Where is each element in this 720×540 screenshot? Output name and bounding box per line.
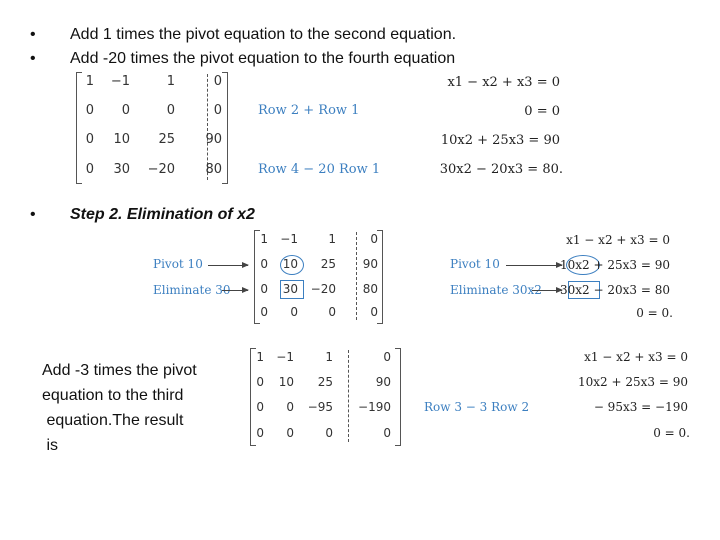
- m3-r2c4: 90: [375, 375, 391, 389]
- matrix-1-eq-1: x1 − x2 + x3 = 0: [447, 75, 560, 90]
- m1-r2c1: 0: [85, 103, 94, 118]
- pivot-10-label: Pivot 10: [153, 257, 203, 271]
- matrix-1-op-row4: Row 4 − 20 Row 1: [258, 162, 381, 177]
- m2-r4c4: 0: [370, 305, 378, 319]
- m1-r2c3: 0: [166, 103, 175, 118]
- m1-r4c2: 30: [113, 162, 130, 177]
- matrix-2-eq-4: 0 = 0.: [636, 306, 673, 320]
- matrix-2-eq-3: 30x2 − 20x3 = 80: [560, 283, 670, 297]
- bullet-1-text: Add 1 times the pivot equation to the second equation.: [70, 26, 457, 43]
- m1-r2c2: 0: [121, 103, 130, 118]
- m1-r1c2: −1: [110, 74, 130, 89]
- m2-r1c3: 1: [328, 232, 336, 246]
- m1-r4c1: 0: [85, 162, 94, 177]
- m2-r1c1: 1: [260, 232, 268, 246]
- matrix-3-eq-2: 10x2 + 25x3 = 90: [578, 375, 688, 389]
- m3-r4c1: 0: [256, 426, 264, 440]
- m2-r3c1: 0: [260, 282, 268, 296]
- eliminate-30x2-eq-label: Eliminate 30x2: [450, 283, 542, 297]
- m1-r4c3: −20: [147, 162, 175, 177]
- matrix-3-op-row3: Row 3 − 3 Row 2: [424, 400, 530, 414]
- m3-r3c4: −190: [358, 400, 391, 414]
- m3-r1c3: 1: [325, 350, 333, 364]
- m2-r3c3: −20: [310, 282, 336, 296]
- matrix-2-eq-2: 10x2 + 25x3 = 90: [560, 258, 670, 272]
- bullet-1-symbol: •: [30, 26, 36, 43]
- paragraph-line-3: equation.The result: [42, 412, 184, 429]
- eliminate-30-label: Eliminate 30: [153, 283, 231, 297]
- m2-r2c4: 90: [362, 257, 378, 271]
- m1-r3c3: 25: [158, 132, 175, 147]
- m3-r2c2: 10: [278, 375, 294, 389]
- matrix-1-eq-2: 0 = 0: [524, 104, 560, 119]
- m2-r4c1: 0: [260, 305, 268, 319]
- m3-r1c4: 0: [383, 350, 391, 364]
- m2-r1c4: 0: [370, 232, 378, 246]
- m3-r4c3: 0: [325, 426, 333, 440]
- m1-r3c2: 10: [113, 132, 130, 147]
- m3-r4c4: 0: [383, 426, 391, 440]
- m3-r3c1: 0: [256, 400, 264, 414]
- matrix-3-right-bracket: [395, 348, 401, 446]
- matrix-1-eq-3: 10x2 + 25x3 = 90: [440, 133, 560, 148]
- m3-r2c3: 25: [317, 375, 333, 389]
- m1-r1c4: 0: [213, 74, 222, 89]
- matrix-3-eq-4: 0 = 0.: [653, 426, 690, 440]
- m2-r2c3: 25: [320, 257, 336, 271]
- m2-r3c4: 80: [362, 282, 378, 296]
- m2-r1c2: −1: [280, 232, 298, 246]
- m2-r3c2: 30: [282, 282, 298, 296]
- step-2-heading: Step 2. Elimination of x2: [70, 206, 255, 223]
- m3-r1c2: −1: [276, 350, 294, 364]
- m2-r2c2: 10: [282, 257, 298, 271]
- m2-r4c3: 0: [328, 305, 336, 319]
- bullet-2-symbol: •: [30, 50, 36, 67]
- matrix-2-eq-1: x1 − x2 + x3 = 0: [566, 233, 670, 247]
- m3-r3c2: 0: [286, 400, 294, 414]
- matrix-1-right-bracket: [222, 72, 228, 184]
- step-2-symbol: •: [30, 206, 36, 223]
- m1-r3c4: 90: [205, 132, 222, 147]
- matrix-1-eq-4: 30x2 − 20x3 = 80.: [439, 162, 563, 177]
- matrix-1-op-row2: Row 2 + Row 1: [258, 103, 360, 118]
- paragraph-line-2: equation to the third: [42, 387, 184, 404]
- paragraph-line-4: is: [42, 437, 58, 454]
- matrix-3-augment-bar: [348, 350, 349, 442]
- m1-r1c1: 1: [85, 74, 94, 89]
- eliminate-arrow: [222, 290, 248, 291]
- m1-r4c4: 80: [205, 162, 222, 177]
- m3-r2c1: 0: [256, 375, 264, 389]
- m1-r3c1: 0: [85, 132, 94, 147]
- m3-r3c3: −95: [307, 400, 333, 414]
- m3-r1c1: 1: [256, 350, 264, 364]
- pivot-10-eq-label: Pivot 10: [450, 257, 500, 271]
- m3-r4c2: 0: [286, 426, 294, 440]
- bullet-2-text: Add -20 times the pivot equation to the fourth equation: [70, 50, 456, 67]
- m2-r4c2: 0: [290, 305, 298, 319]
- matrix-3-eq-3: − 95x3 = −190: [593, 400, 688, 414]
- m1-r2c4: 0: [213, 103, 222, 118]
- m2-r2c1: 0: [260, 257, 268, 271]
- pivot-arrow: [208, 265, 248, 266]
- m1-r1c3: 1: [166, 74, 175, 89]
- paragraph-line-1: Add -3 times the pivot: [42, 362, 197, 379]
- matrix-3-eq-1: x1 − x2 + x3 = 0: [584, 350, 688, 364]
